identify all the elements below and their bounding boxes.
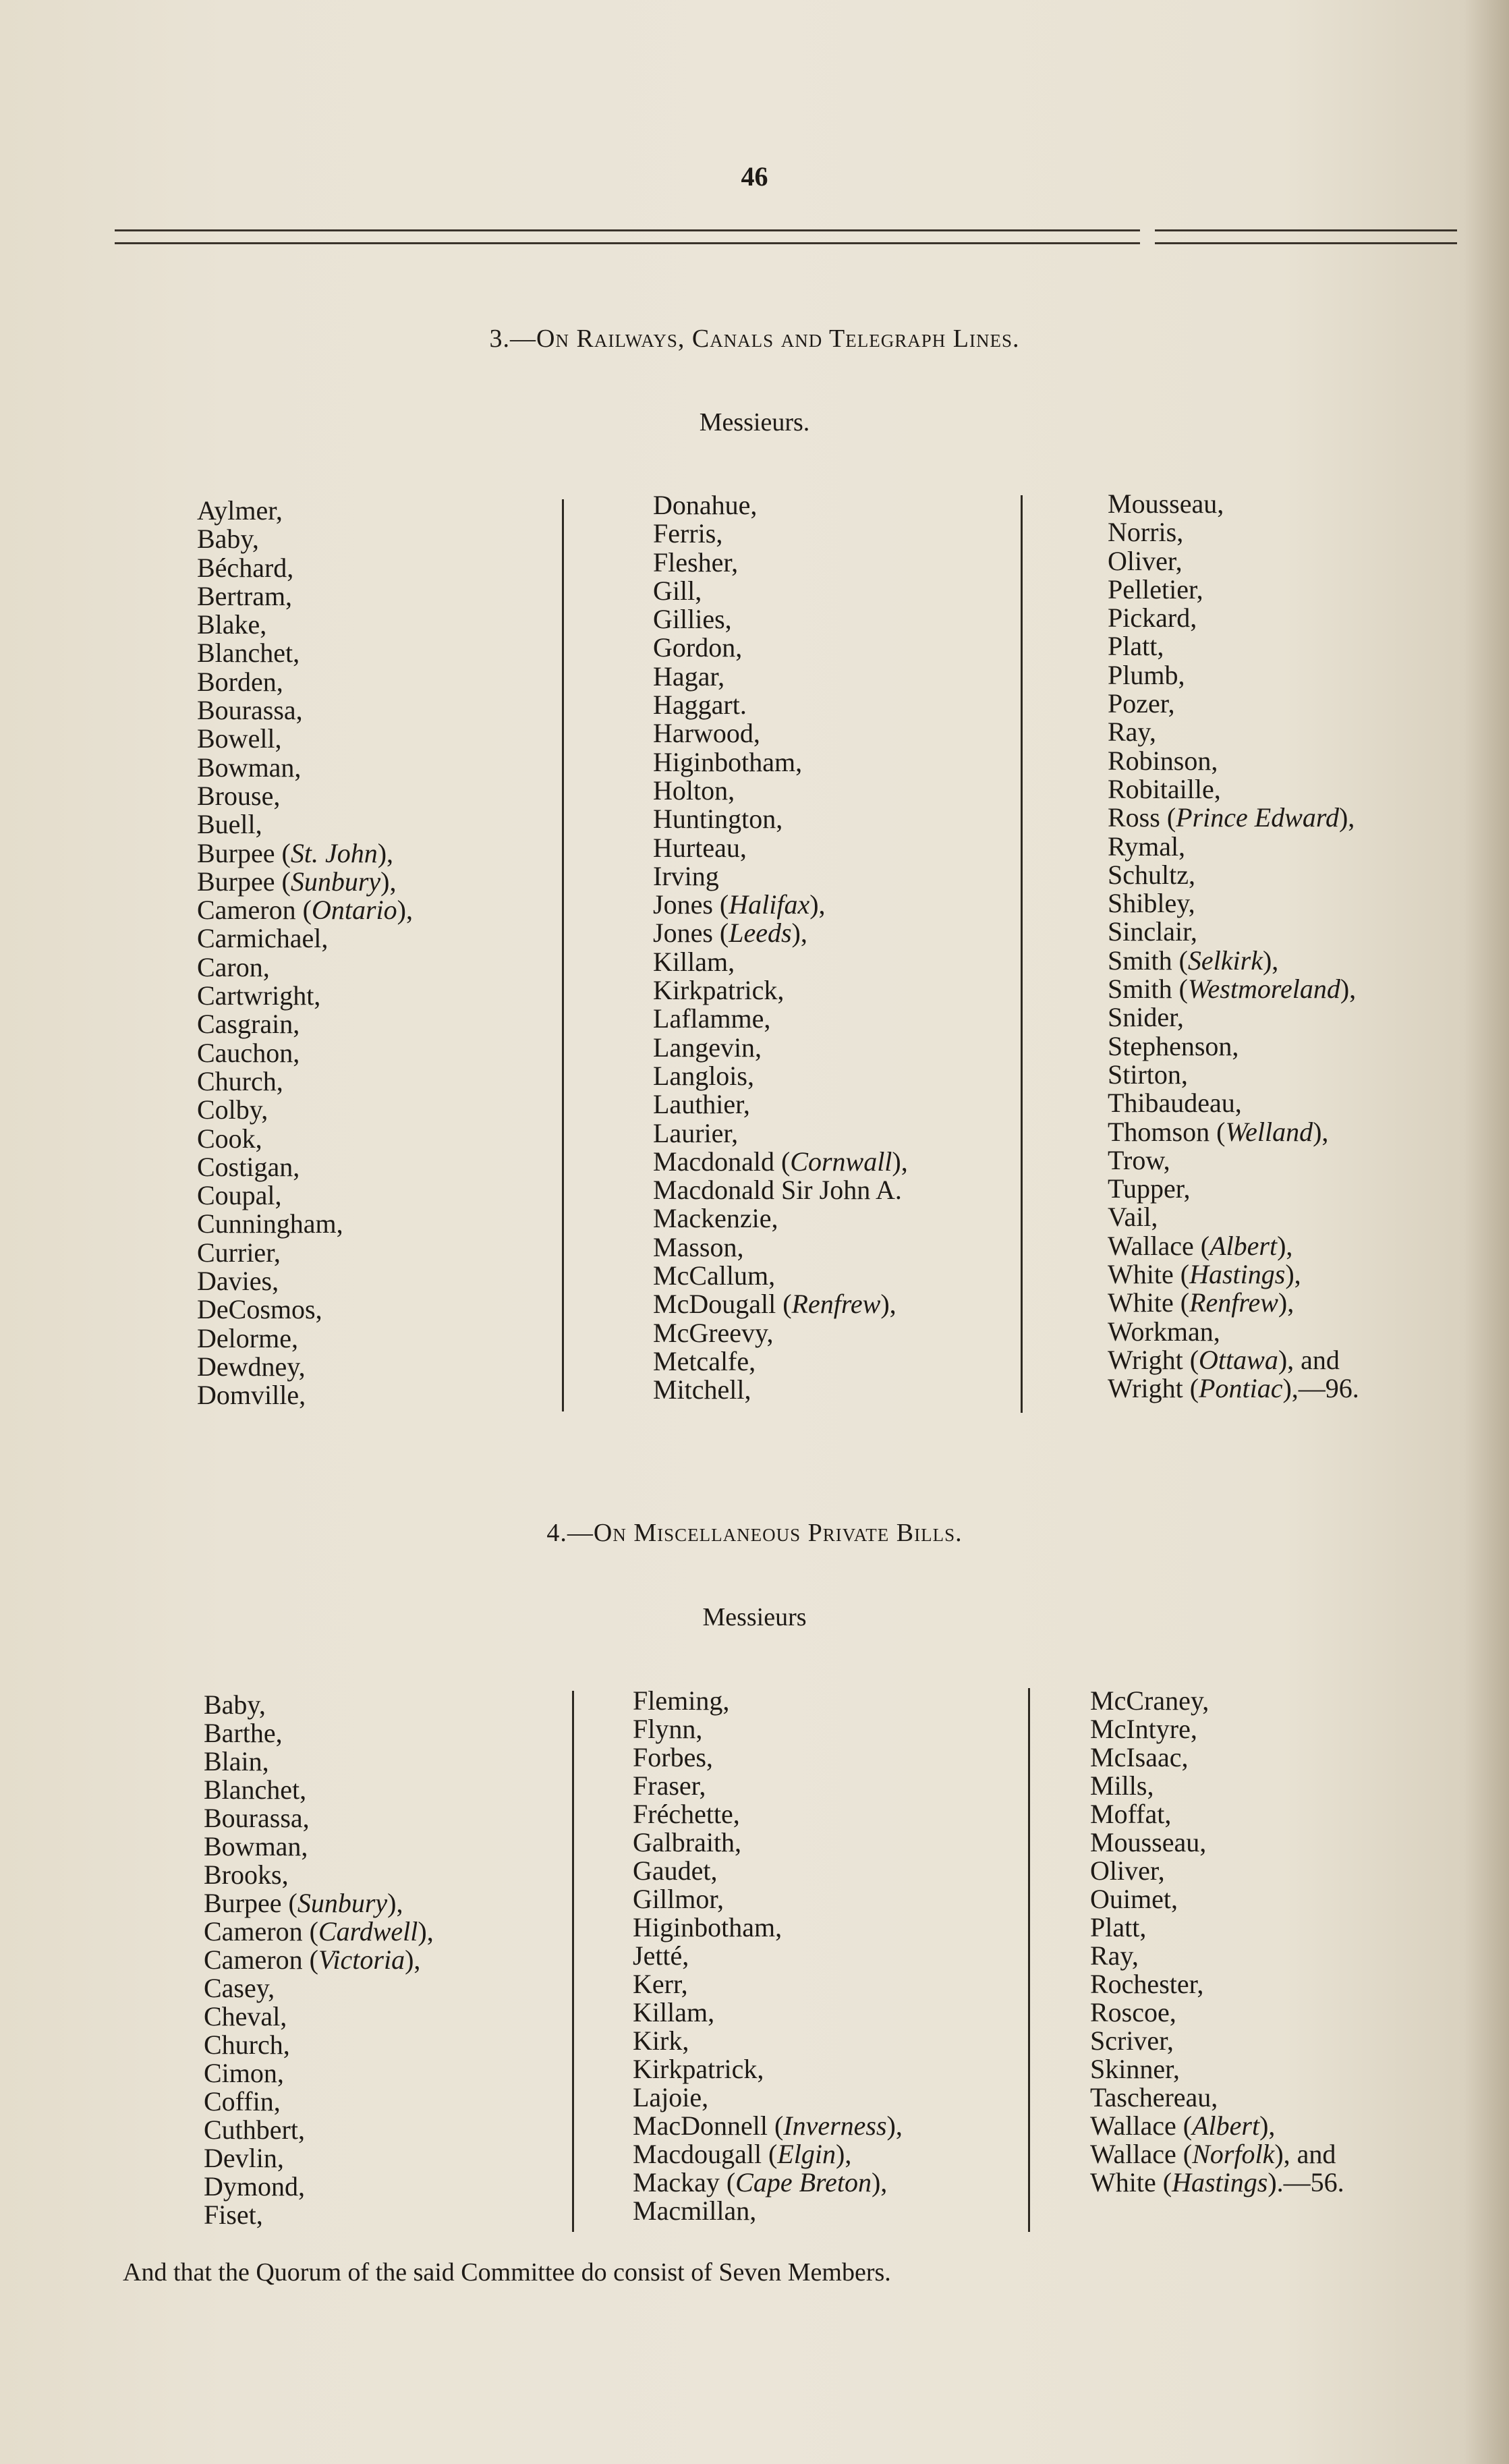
member-name: Huntington, (653, 804, 783, 835)
member-name: Wallace (Albert), (1108, 1230, 1293, 1261)
member-name: Plumb, (1108, 659, 1185, 690)
member-name: Mackenzie, (653, 1203, 778, 1234)
members-column-1 (204, 1691, 635, 2229)
member-name: Mills, (1090, 1770, 1154, 1801)
member-name: Cimon, (204, 2058, 284, 2088)
member-name: Harwood, (653, 718, 760, 749)
member-name: Thibaudeau, (1108, 1088, 1242, 1119)
member-name: Bowman, (197, 752, 302, 783)
member-name: Rymal, (1108, 831, 1186, 862)
riding-name: Sunbury (290, 866, 381, 897)
member-name: Macdonald (Cornwall), (653, 1146, 908, 1177)
member-name: Burpee (Sunbury), (204, 1888, 403, 1918)
member-name: Bertram, (197, 580, 293, 611)
member-name: Robinson, (1108, 745, 1218, 776)
riding-name: Renfrew (791, 1289, 881, 1320)
member-name: Flynn, (633, 1714, 703, 1744)
member-name: Burpee (Sunbury), (197, 866, 397, 897)
member-name: McCraney, (1090, 1685, 1209, 1716)
members-column-3 (1108, 490, 1485, 1403)
member-name: Snider, (1108, 1002, 1184, 1033)
member-name: Barthe, (204, 1718, 283, 1748)
riding-name: Leeds (729, 918, 792, 949)
member-name: Buell, (197, 809, 262, 840)
member-name: Workman, (1108, 1316, 1220, 1347)
member-name: Gordon, (653, 632, 743, 663)
member-name: Baby, (197, 524, 259, 555)
member-name: Jones (Leeds), (653, 918, 807, 949)
member-name: Aylmer, (197, 495, 283, 526)
member-name: Stirton, (1108, 1059, 1188, 1090)
section-title: On Railways, Canals and Telegraph Lines. (536, 325, 1020, 353)
riding-name: Renfrew (1189, 1287, 1278, 1318)
column-divider (1021, 495, 1023, 1413)
rule-break (1140, 227, 1155, 246)
member-name: Mitchell, (653, 1374, 751, 1405)
members-column-2 (653, 491, 1085, 1405)
column-divider (572, 1691, 574, 2232)
member-name: Casgrain, (197, 1009, 300, 1040)
section-heading-railways (0, 324, 1509, 354)
member-name: Mousseau, (1108, 488, 1224, 519)
member-name: Oliver, (1090, 1855, 1165, 1886)
member-name: Devlin, (204, 2143, 284, 2173)
member-name: Haggart. (653, 690, 747, 721)
riding-name: Prince Edward (1176, 802, 1339, 833)
member-name: Fréchette, (633, 1799, 740, 1829)
member-name: Hagar, (653, 661, 725, 692)
member-name: Metcalfe, (653, 1345, 756, 1376)
member-name: Higinbotham, (653, 746, 803, 777)
member-name: Ferris, (653, 518, 723, 549)
member-name: Kirk, (633, 2025, 689, 2056)
member-name: Stephenson, (1108, 1030, 1239, 1061)
member-name: Church, (197, 1065, 283, 1096)
member-name: Pozer, (1108, 688, 1175, 719)
member-name: Laurier, (653, 1117, 739, 1148)
riding-name: St. John (290, 837, 378, 868)
member-name: Holton, (653, 775, 735, 806)
member-name: Mousseau, (1090, 1827, 1207, 1857)
member-name: Schultz, (1108, 859, 1195, 890)
riding-name: Pontiac (1199, 1373, 1283, 1404)
member-name: Bowell, (197, 723, 282, 754)
riding-name: Albert (1209, 1230, 1278, 1261)
member-name: Killam, (653, 946, 735, 977)
member-name: Bourassa, (197, 695, 303, 726)
member-name: Blake, (197, 609, 267, 640)
member-name: Fleming, (633, 1685, 730, 1716)
member-name: Coupal, (197, 1180, 282, 1211)
member-name: Lauthier, (653, 1089, 750, 1120)
member-name: Robitaille, (1108, 773, 1221, 804)
member-name: White (Hastings).—56. (1090, 2167, 1344, 2197)
member-name: Galbraith, (633, 1827, 742, 1857)
member-name: Shibley, (1108, 888, 1195, 919)
messieurs-label: Messieurs. (699, 408, 810, 437)
riding-name: Victoria (318, 1944, 405, 1975)
member-name: Casey, (204, 1973, 275, 2003)
member-name: Cook, (197, 1123, 262, 1154)
member-name: Borden, (197, 666, 283, 697)
member-name: Ross (Prince Edward), (1108, 802, 1355, 833)
member-name: Smith (Selkirk), (1108, 945, 1279, 976)
column-divider (1028, 1688, 1030, 2232)
riding-name: Albert (1192, 2110, 1260, 2141)
messieurs-label: Messieurs (702, 1603, 807, 1631)
member-name: Cauchon, (197, 1037, 300, 1068)
member-name: Ouimet, (1090, 1884, 1178, 1914)
member-name: Laflamme, (653, 1003, 771, 1034)
member-name: Wallace (Norfolk), and (1090, 2139, 1336, 2169)
member-name: McIntyre, (1090, 1714, 1197, 1744)
member-name: Cameron (Ontario), (197, 895, 413, 926)
member-name: Kirkpatrick, (653, 975, 785, 1006)
member-name: Burpee (St. John), (197, 837, 394, 868)
member-name: Wright (Pontiac),—96. (1108, 1373, 1359, 1404)
member-name: Delorme, (197, 1322, 298, 1353)
member-name: Tupper, (1108, 1173, 1191, 1204)
member-name: Pelletier, (1108, 573, 1203, 605)
member-name: Roscoe, (1090, 1997, 1176, 2027)
member-name: Baby, (204, 1689, 266, 1720)
member-name: Cunningham, (197, 1208, 343, 1239)
member-name: Ray, (1108, 717, 1156, 748)
member-name: Higinbotham, (633, 1912, 782, 1942)
member-name: Wright (Ottawa), and (1108, 1344, 1340, 1375)
member-name: Colby, (197, 1094, 268, 1125)
member-name: Irving (653, 860, 719, 891)
member-name: Gill, (653, 575, 702, 606)
member-name: Kerr, (633, 1969, 688, 1999)
members-column-2 (633, 1687, 1064, 2225)
riding-name: Halifax (729, 889, 810, 920)
section-number: 4.— (546, 1519, 594, 1547)
member-name: Smith (Westmoreland), (1108, 974, 1357, 1005)
member-name: Wallace (Albert), (1090, 2110, 1276, 2141)
member-name: Macdonald Sir John A. (653, 1175, 902, 1206)
member-name: Ray, (1090, 1940, 1139, 1971)
member-name: Platt, (1108, 631, 1164, 662)
member-name: Killam, (633, 1997, 715, 2027)
member-name: Vail, (1108, 1202, 1158, 1233)
column-divider (562, 499, 564, 1411)
member-name: Brooks, (204, 1859, 289, 1890)
riding-name: Cardwell (318, 1916, 418, 1947)
member-name: Donahue, (653, 490, 758, 520)
member-name: Pickard, (1108, 603, 1197, 634)
member-name: Brouse, (197, 780, 281, 811)
member-name: Rochester, (1090, 1969, 1204, 1999)
member-name: Fiset, (204, 2200, 263, 2230)
member-name: Flesher, (653, 547, 739, 578)
member-name: Cameron (Cardwell), (204, 1916, 434, 1947)
member-name: Jetté, (633, 1940, 689, 1971)
riding-name: Elgin (777, 2139, 836, 2169)
page-number: 46 (741, 161, 768, 192)
section-number: 3.— (489, 325, 537, 353)
member-name: McDougall (Renfrew), (653, 1289, 896, 1320)
member-name: Lajoie, (633, 2082, 709, 2112)
member-name: Costigan, (197, 1151, 300, 1182)
member-name: Dymond, (204, 2171, 305, 2202)
member-name: White (Renfrew), (1108, 1287, 1294, 1318)
riding-name: Cape Breton (735, 2167, 872, 2197)
members-column-1 (197, 497, 629, 1410)
member-name: Skinner, (1090, 2054, 1180, 2084)
member-name: Currier, (197, 1237, 281, 1268)
member-name: Coffin, (204, 2086, 281, 2117)
member-name: Davies, (197, 1266, 279, 1297)
member-name: Jones (Halifax), (653, 889, 826, 920)
member-name: McIsaac, (1090, 1742, 1189, 1772)
member-name: Fraser, (633, 1770, 706, 1801)
member-name: Mackay (Cape Breton), (633, 2167, 888, 2197)
member-name: McCallum, (653, 1260, 776, 1291)
member-name: Taschereau, (1090, 2082, 1218, 2112)
member-name: Caron, (197, 951, 270, 982)
riding-name: Selkirk (1187, 945, 1263, 976)
riding-name: Westmoreland (1187, 974, 1340, 1005)
member-name: Domville, (197, 1380, 306, 1411)
member-name: Langevin, (653, 1032, 762, 1063)
member-name: Bourassa, (204, 1803, 310, 1833)
member-name: Blanchet, (197, 638, 300, 669)
member-name: Cheval, (204, 2001, 287, 2032)
section-heading-private-bills (0, 1518, 1509, 1548)
member-name: Hurteau, (653, 832, 747, 863)
member-name: Platt, (1090, 1912, 1147, 1942)
riding-name: Welland (1225, 1116, 1313, 1147)
member-name: DeCosmos, (197, 1294, 322, 1325)
member-name: Cartwright, (197, 980, 321, 1011)
member-name: Moffat, (1090, 1799, 1172, 1829)
riding-name: Hastings (1172, 2167, 1268, 2197)
member-name: Blain, (204, 1746, 269, 1776)
member-name: Macmillan, (633, 2195, 757, 2226)
member-name: MacDonnell (Inverness), (633, 2110, 903, 2141)
member-name: Cuthbert, (204, 2115, 305, 2145)
member-name: Sinclair, (1108, 916, 1197, 947)
member-name: Masson, (653, 1231, 744, 1262)
riding-name: Sunbury (297, 1888, 388, 1918)
riding-name: Norfolk (1192, 2139, 1275, 2169)
riding-name: Ottawa (1199, 1344, 1278, 1375)
member-name: Kirkpatrick, (633, 2054, 764, 2084)
riding-name: Hastings (1189, 1259, 1286, 1290)
riding-name: Cornwall (790, 1146, 892, 1177)
member-name: Norris, (1108, 517, 1184, 548)
member-name: Dewdney, (197, 1351, 306, 1382)
member-name: Church, (204, 2029, 290, 2060)
member-name: McGreevy, (653, 1317, 774, 1348)
member-name: Béchard, (197, 552, 294, 583)
section-title: On Miscellaneous Private Bills. (593, 1519, 963, 1547)
header-double-rule (115, 229, 1457, 244)
member-name: Scriver, (1090, 2025, 1174, 2056)
member-name: White (Hastings), (1108, 1259, 1301, 1290)
riding-name: Ontario (311, 895, 397, 926)
member-name: Blanchet, (204, 1774, 307, 1805)
member-name: Gillmor, (633, 1884, 724, 1914)
quorum-resolution: And that the Quorum of the said Committee do consist of Seven Members. (123, 2258, 891, 2287)
member-name: Macdougall (Elgin), (633, 2139, 852, 2169)
member-name: Gaudet, (633, 1855, 718, 1886)
member-name: Langlois, (653, 1060, 754, 1091)
member-name: Oliver, (1108, 545, 1183, 576)
member-name: Thomson (Welland), (1108, 1116, 1329, 1147)
member-name: Bowman, (204, 1831, 308, 1861)
member-name: Cameron (Victoria), (204, 1944, 421, 1975)
member-name: Trow, (1108, 1144, 1170, 1175)
riding-name: Inverness (783, 2110, 887, 2141)
members-column-3 (1090, 1687, 1495, 2197)
member-name: Forbes, (633, 1742, 713, 1772)
member-name: Gillies, (653, 604, 732, 635)
member-name: Carmichael, (197, 923, 329, 954)
